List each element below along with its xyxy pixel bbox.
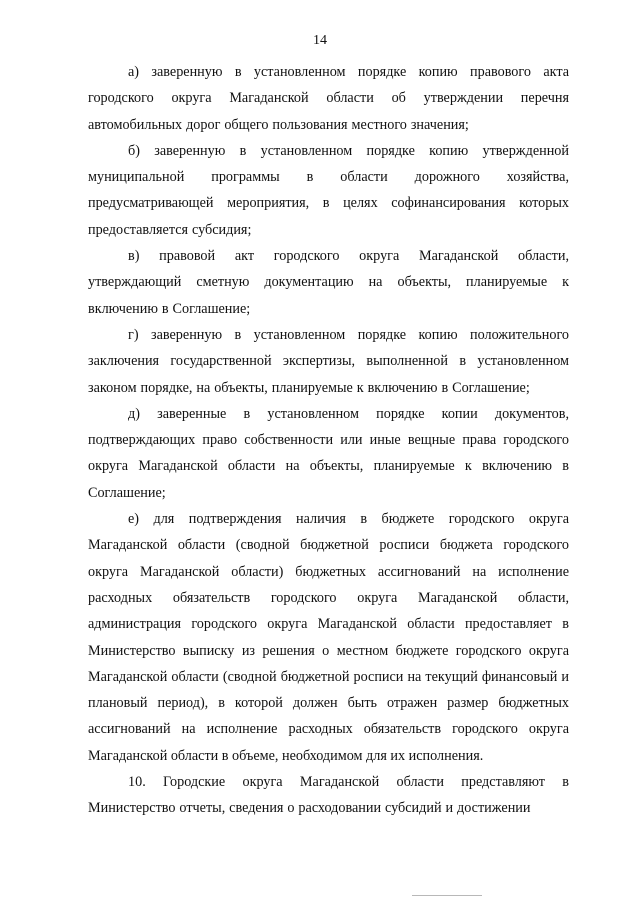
paragraph-g: г) заверенную в установленном порядке копию положительного заключения государственной экспертизы, выполненной в установленном законом порядке, на объекты, планируемые к включению в Соглашение;: [88, 326, 569, 396]
document-body: [88, 59, 569, 822]
scan-artifact-line: [412, 895, 482, 896]
paragraph-e: е) для подтверждения наличия в бюджете городского округа Магаданской области (сводной бюджетной росписи бюджета городского округа Магаданской области) бюджетных ассигнований на исполнение расходных обязательств городского округа Магаданской области, администрация городского округа Магаданской области предоставляет в Министерство выписку из решения о местном бюджете городского округа Магаданской области (сводной бюджетной росписи на текущий финансовый и плановый период), в которой должен быть отражен размер бюджетных ассигнований на исполнение расходных обязательств городского округа Магаданской области в объеме, необходимом для их исполнения.: [88, 511, 569, 764]
paragraph-10: 10. Городские округа Магаданской области представляют в Министерство отчеты, сведения о расходовании субсидий и достижении: [88, 774, 569, 817]
paragraph-a: а) заверенную в установленном порядке копию правового акта городского округа Магаданской области об утверждении перечня автомобильных дорог общего пользования местного значения;: [88, 64, 569, 133]
page-number: 14: [313, 33, 327, 48]
paragraph-b: б) заверенную в установленном порядке копию утвержденной муниципальной программы в области дорожного хозяйства, предусматривающей мероприятия, в целях софинансирования которых предоставляется субсидия;: [88, 142, 569, 238]
paragraph-d: д) заверенные в установленном порядке копии документов, подтверждающих право собственности или иные вещные права городского округа Магаданской области на объекты, планируемые к включению в Соглашение;: [88, 405, 569, 501]
paragraph-v: в) правовой акт городского округа Магаданской области, утверждающий сметную документацию на объекты, планируемые к включению в Соглашение;: [88, 248, 569, 317]
